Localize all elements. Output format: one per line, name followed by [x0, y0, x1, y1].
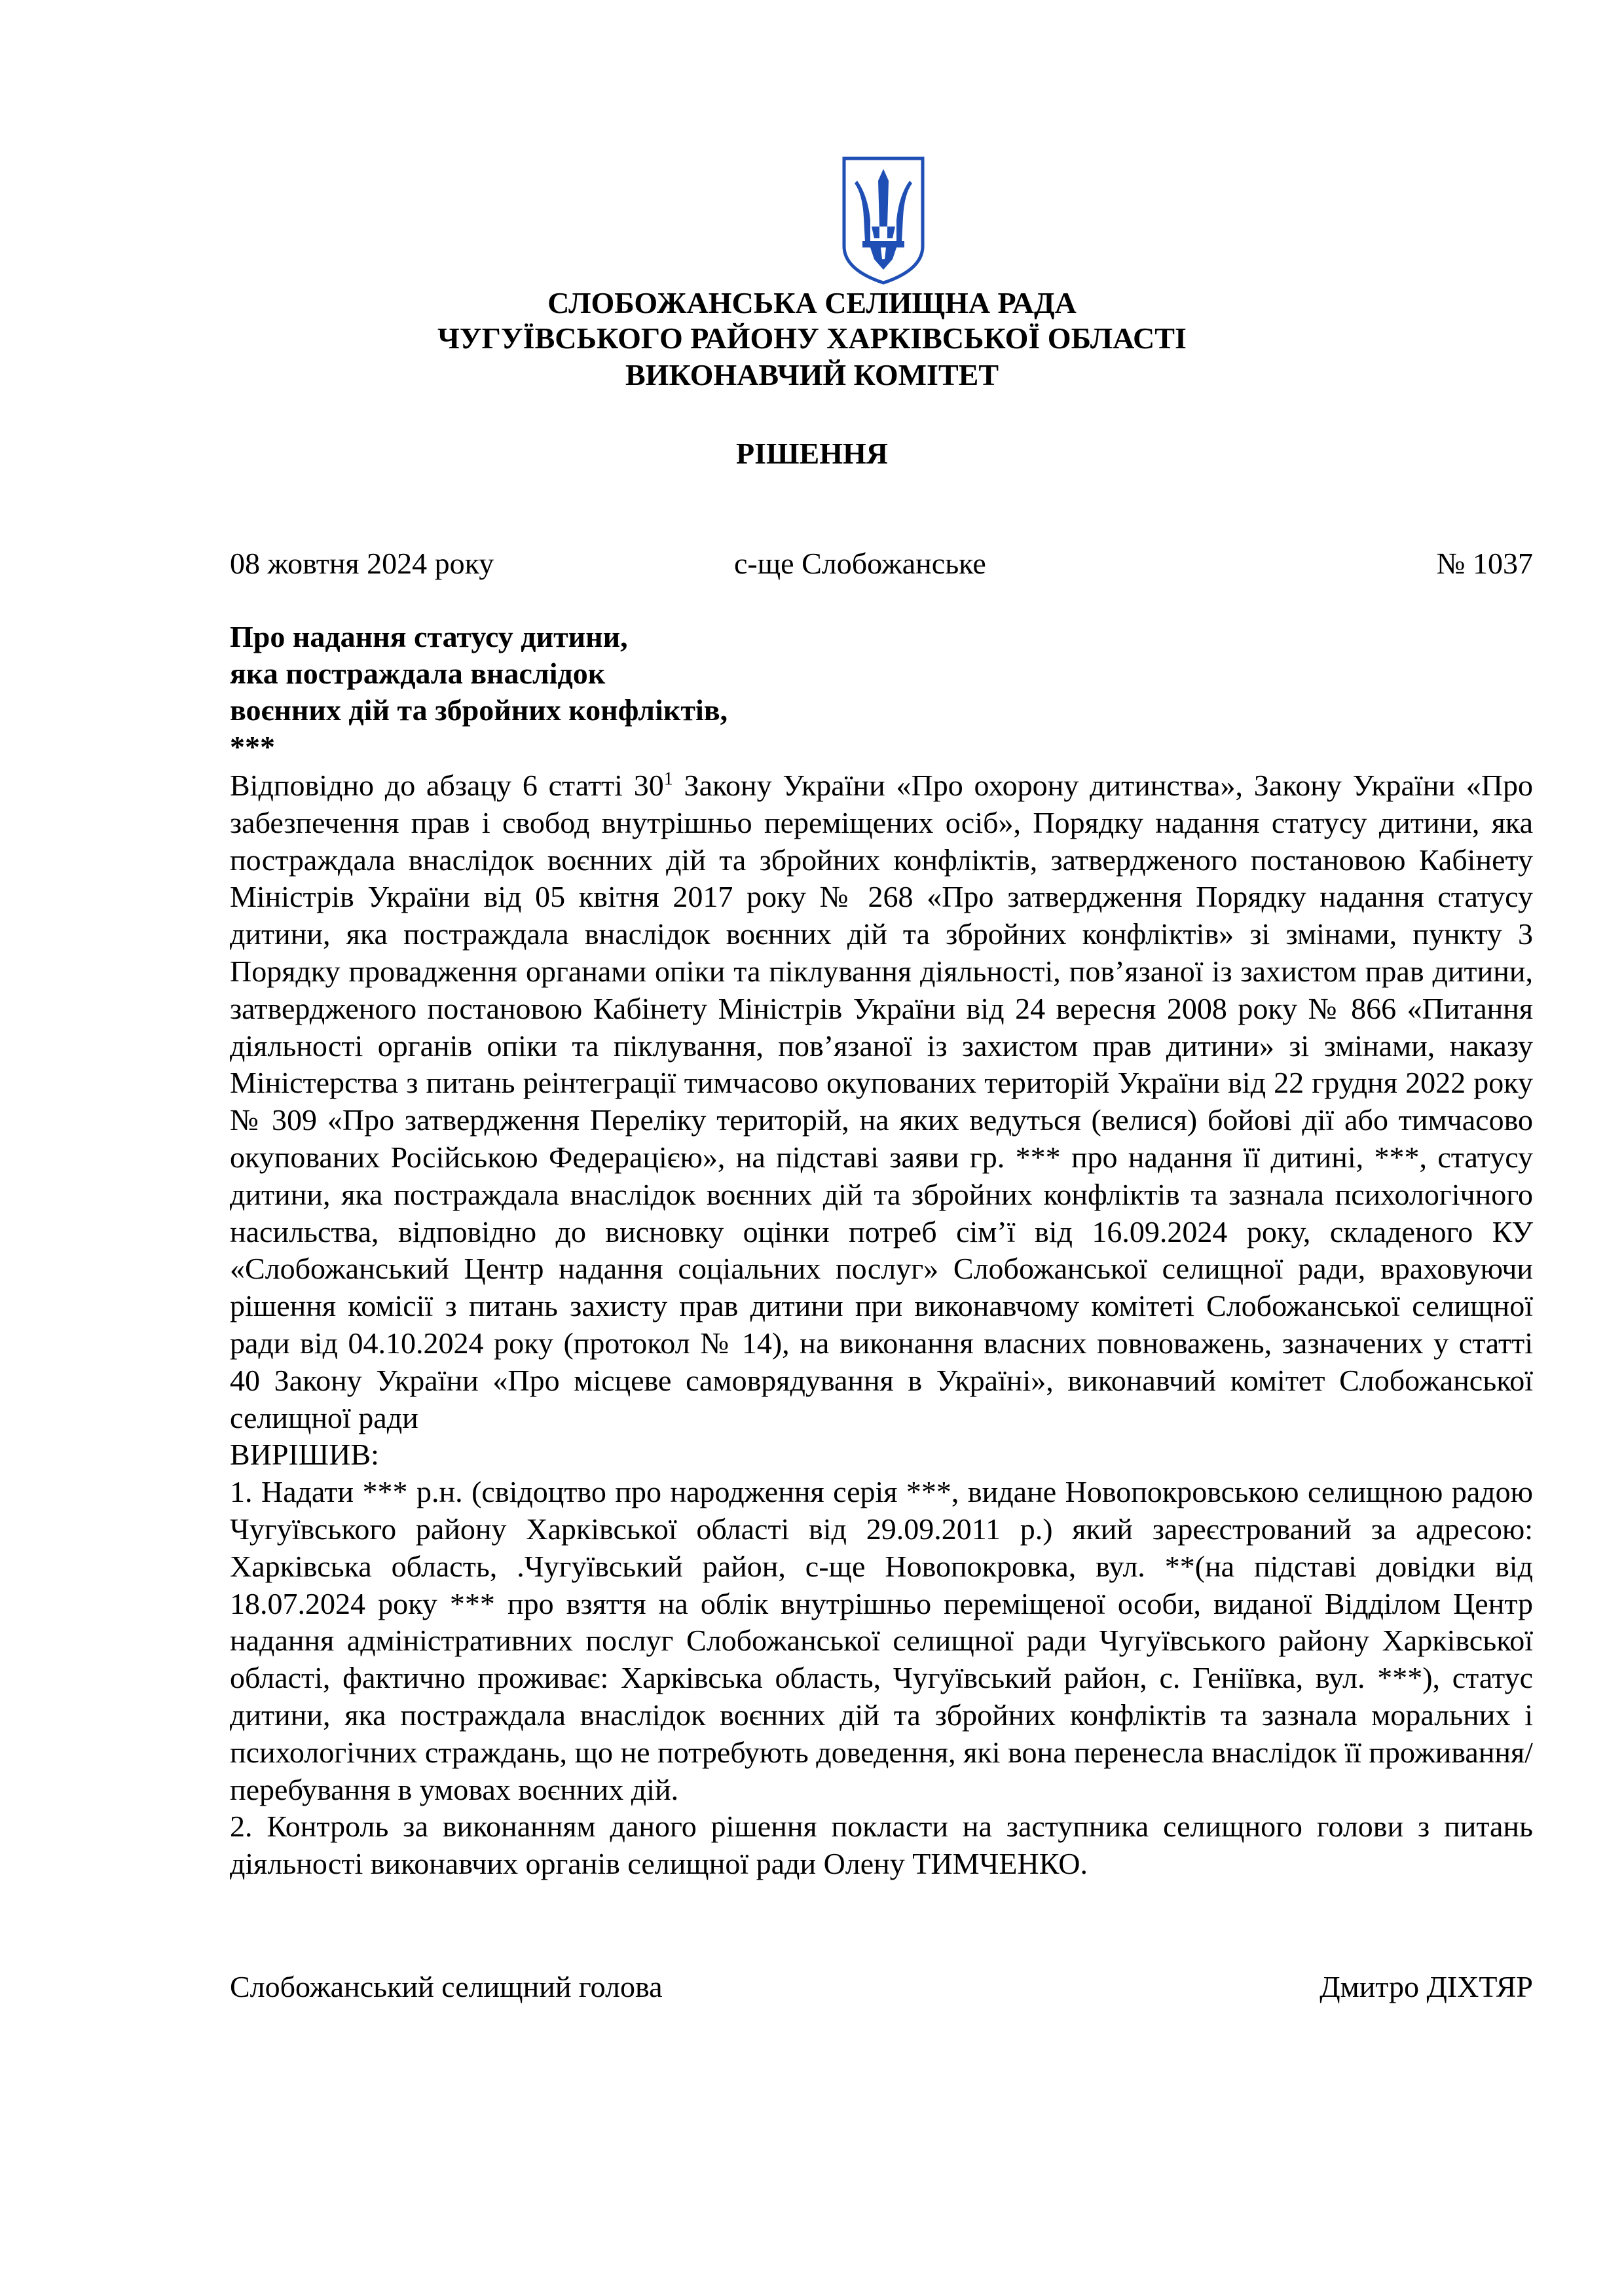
decision-item-1: 1. Надати *** р.н. (свідоцтво про народження серія ***, видане Новопокровською селищною радою Чугуївського району Харківської області від 29.09.2011 р.) який зареєстрований за адресою: Харківська область, .Чугуївський район, с-ще Новопокровка, вул. **(на підставі довідки від 18.07.2024 року *** про взяття на облік внутрішньо переміщеної особи, виданої Відділом Центр надання адміністративних послуг Слобожанської селищної ради Чугуївського району Харківської області, фактично проживає: Харківська область, Чугуївський район, с. Геніївка, вул. ***), статус дитини, яка постраждала внаслідок воєнних дій та збройних конфліктів та зазнала моральних і психологічних страждань, що не потребують доведення, які вона перенесла внаслідок її проживання/перебування в умовах воєнних дій.: [230, 1475, 1533, 1806]
subject-line: Про надання статусу дитини,: [230, 620, 628, 653]
preamble-rest: Закону України «Про охорону дитинства», Закону України «Про забезпечення прав і свобод внутрішньо переміщених осіб», Порядку надання статусу дитини, яка постраждала внаслідок воєнних дій та збройних конфліктів, затвердженого постановою Кабінету Міністрів України від 05 квітня 2017 року № 268 «Про затвердження Порядку надання статусу дитини, яка постраждала внаслідок воєнних дій та збройних конфліктів» зі змінами, пункту 3 Порядку провадження органами опіки та піклування діяльності, пов’язаної із захистом прав дитини, затвердженого постановою Кабінету Міністрів України від 24 вересня 2008 року № 866 «Питання діяльності органів опіки та піклування, пов’язаної із захистом прав дитини» зі змінами, наказу Міністерства з питань реінтеграції тимчасово окупованих територій України від 22 грудня 2022 року № 309 «Про затвердження Переліку територій, на яких ведуться (велися) бойові дії або тимчасово окупованих Російською Федерацією», на підставі заяви гр. *** про надання її дитині, ***, статусу дитини, яка постраждала внаслідок воєнних дій та збройних конфліктів та зазнала психологічного насильства, відповідно до висновку оцінки потреб сім’ї від 16.09.2024 року, складеного КУ «Слобожанський Центр надання соціальних послуг» Слобожанської селищної ради, враховуючи рішення комісії з питань захисту прав дитини при виконавчому комітеті Слобожанської селищної ради від 04.10.2024 року (протокол № 14), на виконання власних повноважень, зазначених у статті 40 Закону України «Про місцеве самоврядування в Україні», виконавчий комітет Слобожанської селищної ради: [230, 769, 1533, 1434]
coat-of-arms-icon: [840, 155, 927, 285]
document-title: РІШЕННЯ: [736, 437, 888, 470]
decision-number: № 1037: [1436, 547, 1533, 580]
committee-name: ВИКОНАВЧИЙ КОМІТЕТ: [625, 358, 999, 392]
subject-line: яка постраждала внаслідок: [230, 657, 606, 690]
signatory-name: Дмитро ДІХТЯР: [1320, 1970, 1533, 2003]
article-superscript: 1: [663, 769, 673, 790]
decision-subject: [230, 619, 819, 765]
district-name: ЧУГУЇВСЬКОГО РАЙОНУ ХАРКІВСЬКОЇ ОБЛАСТІ: [437, 321, 1187, 355]
council-name: СЛОБОЖАНСЬКА СЕЛИЩНА РАДА: [547, 286, 1077, 319]
preamble-start: Відповідно до абзацу 6 статті 30: [230, 769, 664, 802]
subject-line: воєнних дій та збройних конфліктів,: [230, 693, 728, 727]
decision-place: с-ще Слобожанське: [734, 547, 986, 580]
resolved-heading: ВИРІШИВ:: [230, 1438, 379, 1472]
decision-item-2: 2. Контроль за виконанням даного рішення покласти на заступника селищного голови з питань діяльності виконавчих органів селищної ради Олену ТИМЧЕНКО.: [230, 1810, 1533, 1881]
subject-line: ***: [230, 730, 275, 763]
decision-date: 08 жовтня 2024 року: [230, 547, 494, 580]
signatory-position: Слобожанський селищний голова: [230, 1970, 663, 2003]
preamble-paragraph: [230, 767, 1533, 1436]
decision-body: [230, 767, 1533, 1883]
